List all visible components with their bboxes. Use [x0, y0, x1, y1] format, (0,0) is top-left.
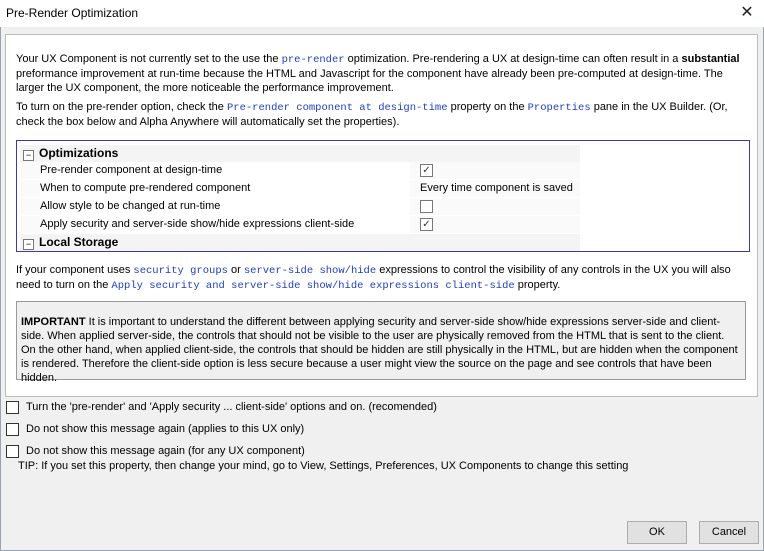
server-side-code: server-side show/hide — [243, 265, 377, 277]
intro-text-b: optimization. Pre-rendering a UX at design-time can often result in a — [344, 53, 682, 65]
property-label: Pre-render component at design-time — [40, 162, 410, 179]
important-text — [21, 315, 741, 385]
collapse-icon[interactable]: − — [23, 239, 34, 250]
window-title: Pre-Render Optimization — [6, 6, 139, 20]
when-compute-value[interactable]: Every time component is saved — [420, 182, 573, 194]
instr-text-c: pane in the UX Builder. (Or, check the box below and Alpha Anywhere will automatically set the properties). — [16, 101, 728, 128]
pre-render-code: pre-render — [281, 54, 345, 66]
prerender-checkbox[interactable]: ✓ — [420, 164, 433, 177]
tip-text: TIP: If you set this property, then change your mind, go to View, Settings, Preferences, UX Components to change this setting — [18, 460, 629, 472]
turn-on-checkbox[interactable] — [6, 401, 19, 414]
sec-text-a: If your component uses — [16, 264, 134, 276]
intro-text-a: Your UX Component is not currently set to the use the — [16, 53, 282, 65]
property-row-prerender[interactable] — [20, 162, 580, 180]
property-label: Apply security and server-side show/hide expressions client-side — [40, 216, 410, 233]
property-row-apply-security[interactable] — [20, 216, 580, 234]
important-note-box — [16, 301, 746, 384]
collapse-icon[interactable]: − — [23, 150, 34, 161]
category-label: Local Storage — [39, 235, 119, 249]
apply-security-checkbox[interactable]: ✓ — [420, 218, 433, 231]
category-optimizations[interactable] — [20, 145, 580, 162]
sec-text-c: expressions to control the visibility of any controls in the UX you will also need to turn on the — [16, 264, 731, 291]
allow-style-checkbox[interactable] — [420, 200, 433, 213]
instr-text-b: property on the — [447, 101, 528, 113]
dont-show-ux-checkbox[interactable] — [6, 423, 19, 436]
category-local-storage[interactable] — [20, 234, 580, 251]
intro-text-c: preformance improvement at run-time because the HTML and Javascript for the component have already been pre-computed at design-time. The larger the UX component, the more noticeable the performance improvement. — [16, 68, 723, 94]
title-bar — [0, 0, 764, 27]
instructions-paragraph — [16, 100, 748, 129]
instr-text-a: To turn on the pre-render option, check the — [16, 101, 227, 113]
property-grid — [16, 140, 750, 252]
important-body: It is important to understand the different between applying security and server-side show/hide expressions server-side and client-side. When applied server-side, the controls that should not be visible to the user are physically removed from the HTML that is sent to the client. On the other hand, when applied client-side, the controls that should be hidden are still physically in the HTML, but are hidden when the component is rendered. Therefore the client-side option is less secure because a user might view the source on the page and see controls that have been hidden. — [21, 316, 738, 384]
apply-security-code: Apply security and server-side show/hide expressions client-side — [111, 280, 515, 292]
substantial-bold: substantial — [681, 53, 740, 65]
dont-show-ux-label: Do not show this message again (applies to this UX only) — [26, 423, 305, 435]
intro-paragraph — [16, 52, 748, 95]
security-groups-code: security groups — [133, 265, 228, 277]
property-code: Pre-render component at design-time — [226, 102, 448, 114]
category-label: Optimizations — [39, 146, 119, 160]
dont-show-ux-option[interactable] — [6, 422, 304, 436]
ok-button[interactable]: OK — [627, 521, 687, 544]
sec-text-b: or — [227, 264, 244, 276]
property-label: Allow style to be changed at run-time — [40, 198, 410, 215]
properties-code: Properties — [527, 102, 591, 114]
cancel-button[interactable]: Cancel — [699, 521, 759, 544]
dont-show-any-checkbox[interactable] — [6, 445, 19, 458]
close-icon[interactable]: ✕ — [740, 4, 754, 21]
turn-on-option[interactable] — [6, 400, 437, 414]
property-row-when-compute[interactable] — [20, 180, 580, 198]
info-panel — [5, 34, 758, 397]
important-label: IMPORTANT — [21, 316, 86, 328]
property-label: When to compute pre-rendered component — [40, 180, 410, 197]
turn-on-label: Turn the 'pre-render' and 'Apply security ... client-side' options and on. (recomended) — [26, 401, 437, 413]
dont-show-any-label: Do not show this message again (for any UX component) — [26, 445, 305, 457]
security-paragraph — [16, 263, 748, 293]
sec-text-d: property. — [514, 279, 561, 291]
dont-show-any-option[interactable] — [6, 444, 305, 458]
property-row-allow-style[interactable] — [20, 198, 580, 216]
